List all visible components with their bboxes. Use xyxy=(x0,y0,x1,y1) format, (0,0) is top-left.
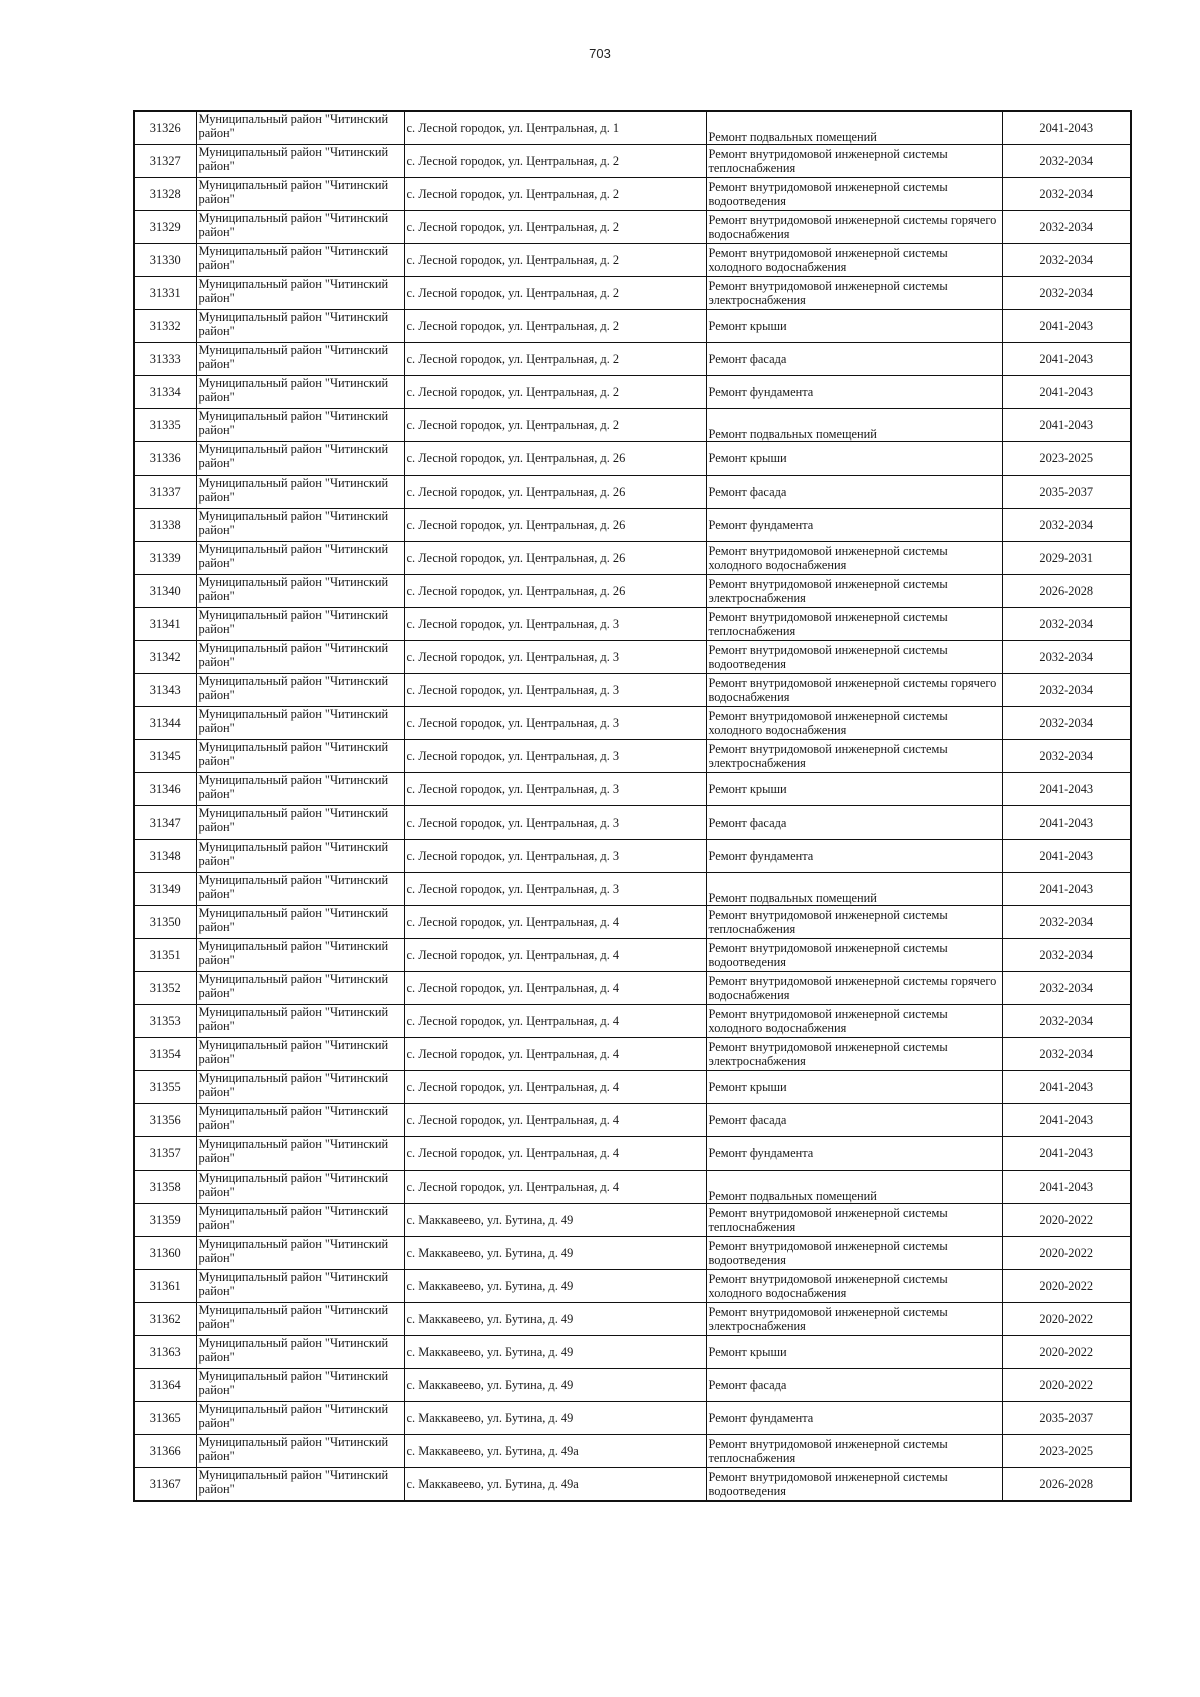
address-cell: с. Маккавеево, ул. Бутина, д. 49 xyxy=(404,1269,706,1302)
row-number-cell: 31338 xyxy=(134,508,196,541)
address-cell: с. Маккавеево, ул. Бутина, д. 49 xyxy=(404,1236,706,1269)
address-cell: с. Лесной городок, ул. Центральная, д. 2 xyxy=(404,243,706,276)
row-number-cell: 31352 xyxy=(134,971,196,1004)
municipality-cell: Муниципальный район "Читинский район" xyxy=(196,276,404,309)
period-cell: 2032-2034 xyxy=(1002,641,1131,674)
period-cell: 2020-2022 xyxy=(1002,1369,1131,1402)
period-cell: 2032-2034 xyxy=(1002,276,1131,309)
work-type-cell: Ремонт внутридомовой инженерной системы водоотведения xyxy=(706,1468,1002,1501)
table-row xyxy=(134,1104,1131,1137)
municipality-cell: Муниципальный район "Читинский район" xyxy=(196,773,404,806)
row-number-cell: 31367 xyxy=(134,1468,196,1501)
work-type-cell: Ремонт внутридомовой инженерной системы теплоснабжения xyxy=(706,1203,1002,1236)
row-number-cell: 31328 xyxy=(134,177,196,210)
work-type-cell: Ремонт внутридомовой инженерной системы электроснабжения xyxy=(706,1302,1002,1335)
municipality-cell: Муниципальный район "Читинский район" xyxy=(196,740,404,773)
table-row xyxy=(134,144,1131,177)
row-number-cell: 31364 xyxy=(134,1369,196,1402)
address-cell: с. Лесной городок, ул. Центральная, д. 4 xyxy=(404,1005,706,1038)
period-cell: 2032-2034 xyxy=(1002,707,1131,740)
work-type-cell: Ремонт фундамента xyxy=(706,839,1002,872)
period-cell: 2020-2022 xyxy=(1002,1203,1131,1236)
address-cell: с. Лесной городок, ул. Центральная, д. 3 xyxy=(404,607,706,640)
municipality-cell: Муниципальный район "Читинский район" xyxy=(196,938,404,971)
work-type-cell: Ремонт внутридомовой инженерной системы водоотведения xyxy=(706,938,1002,971)
address-cell: с. Лесной городок, ул. Центральная, д. 3 xyxy=(404,806,706,839)
period-cell: 2032-2034 xyxy=(1002,905,1131,938)
table-row xyxy=(134,111,1131,144)
period-cell: 2020-2022 xyxy=(1002,1236,1131,1269)
table-row xyxy=(134,541,1131,574)
table-row xyxy=(134,839,1131,872)
table-row xyxy=(134,707,1131,740)
table-row xyxy=(134,1435,1131,1468)
table-row xyxy=(134,475,1131,508)
row-number-cell: 31345 xyxy=(134,740,196,773)
municipality-cell: Муниципальный район "Читинский район" xyxy=(196,574,404,607)
municipality-cell: Муниципальный район "Читинский район" xyxy=(196,1005,404,1038)
period-cell: 2041-2043 xyxy=(1002,839,1131,872)
work-type-cell: Ремонт внутридомовой инженерной системы водоотведения xyxy=(706,641,1002,674)
row-number-cell: 31351 xyxy=(134,938,196,971)
address-cell: с. Лесной городок, ул. Центральная, д. 3 xyxy=(404,707,706,740)
table-row xyxy=(134,1402,1131,1435)
period-cell: 2023-2025 xyxy=(1002,1435,1131,1468)
table-row xyxy=(134,409,1131,442)
address-cell: с. Маккавеево, ул. Бутина, д. 49 xyxy=(404,1369,706,1402)
row-number-cell: 31337 xyxy=(134,475,196,508)
row-number-cell: 31356 xyxy=(134,1104,196,1137)
work-type-cell: Ремонт внутридомовой инженерной системы электроснабжения xyxy=(706,574,1002,607)
municipality-cell: Муниципальный район "Читинский район" xyxy=(196,1402,404,1435)
municipality-cell: Муниципальный район "Читинский район" xyxy=(196,641,404,674)
period-cell: 2041-2043 xyxy=(1002,111,1131,144)
period-cell: 2041-2043 xyxy=(1002,1104,1131,1137)
table-row xyxy=(134,905,1131,938)
table-row xyxy=(134,740,1131,773)
municipality-cell: Муниципальный район "Читинский район" xyxy=(196,343,404,376)
period-cell: 2032-2034 xyxy=(1002,938,1131,971)
address-cell: с. Лесной городок, ул. Центральная, д. 4 xyxy=(404,1137,706,1170)
address-cell: с. Маккавеево, ул. Бутина, д. 49 xyxy=(404,1302,706,1335)
period-cell: 2035-2037 xyxy=(1002,475,1131,508)
address-cell: с. Лесной городок, ул. Центральная, д. 2 xyxy=(404,343,706,376)
table-row xyxy=(134,641,1131,674)
period-cell: 2020-2022 xyxy=(1002,1269,1131,1302)
row-number-cell: 31362 xyxy=(134,1302,196,1335)
work-type-cell: Ремонт внутридомовой инженерной системы холодного водоснабжения xyxy=(706,1005,1002,1038)
address-cell: с. Маккавеево, ул. Бутина, д. 49 xyxy=(404,1402,706,1435)
table-row xyxy=(134,210,1131,243)
municipality-cell: Муниципальный район "Читинский район" xyxy=(196,210,404,243)
address-cell: с. Лесной городок, ул. Центральная, д. 3 xyxy=(404,839,706,872)
work-type-cell: Ремонт внутридомовой инженерной системы теплоснабжения xyxy=(706,144,1002,177)
row-number-cell: 31333 xyxy=(134,343,196,376)
work-type-cell: Ремонт внутридомовой инженерной системы электроснабжения xyxy=(706,1038,1002,1071)
municipality-cell: Муниципальный район "Читинский район" xyxy=(196,111,404,144)
period-cell: 2041-2043 xyxy=(1002,806,1131,839)
municipality-cell: Муниципальный район "Читинский район" xyxy=(196,872,404,905)
work-type-cell: Ремонт внутридомовой инженерной системы холодного водоснабжения xyxy=(706,707,1002,740)
address-cell: с. Маккавеево, ул. Бутина, д. 49а xyxy=(404,1468,706,1501)
work-type-cell: Ремонт внутридомовой инженерной системы холодного водоснабжения xyxy=(706,243,1002,276)
period-cell: 2041-2043 xyxy=(1002,310,1131,343)
address-cell: с. Лесной городок, ул. Центральная, д. 1 xyxy=(404,111,706,144)
address-cell: с. Лесной городок, ул. Центральная, д. 4 xyxy=(404,1038,706,1071)
address-cell: с. Лесной городок, ул. Центральная, д. 4 xyxy=(404,1071,706,1104)
table-row xyxy=(134,442,1131,475)
table-row xyxy=(134,1005,1131,1038)
row-number-cell: 31365 xyxy=(134,1402,196,1435)
table-row xyxy=(134,872,1131,905)
municipality-cell: Муниципальный район "Читинский район" xyxy=(196,674,404,707)
address-cell: с. Лесной городок, ул. Центральная, д. 2 xyxy=(404,276,706,309)
table-row xyxy=(134,806,1131,839)
municipality-cell: Муниципальный район "Читинский район" xyxy=(196,442,404,475)
municipality-cell: Муниципальный район "Читинский район" xyxy=(196,607,404,640)
table-row xyxy=(134,177,1131,210)
work-type-cell: Ремонт подвальных помещений xyxy=(706,872,1002,905)
work-type-cell: Ремонт фасада xyxy=(706,1104,1002,1137)
table-row xyxy=(134,607,1131,640)
row-number-cell: 31327 xyxy=(134,144,196,177)
municipality-cell: Муниципальный район "Читинский район" xyxy=(196,1269,404,1302)
period-cell: 2029-2031 xyxy=(1002,541,1131,574)
period-cell: 2032-2034 xyxy=(1002,508,1131,541)
table-row xyxy=(134,971,1131,1004)
address-cell: с. Лесной городок, ул. Центральная, д. 3 xyxy=(404,641,706,674)
work-type-cell: Ремонт крыши xyxy=(706,310,1002,343)
row-number-cell: 31350 xyxy=(134,905,196,938)
row-number-cell: 31340 xyxy=(134,574,196,607)
work-type-cell: Ремонт фундамента xyxy=(706,1137,1002,1170)
period-cell: 2020-2022 xyxy=(1002,1302,1131,1335)
table-row xyxy=(134,1071,1131,1104)
work-type-cell: Ремонт внутридомовой инженерной системы водоотведения xyxy=(706,1236,1002,1269)
row-number-cell: 31341 xyxy=(134,607,196,640)
period-cell: 2041-2043 xyxy=(1002,409,1131,442)
table-body xyxy=(134,111,1131,1501)
address-cell: с. Лесной городок, ул. Центральная, д. 4 xyxy=(404,1170,706,1203)
address-cell: с. Маккавеево, ул. Бутина, д. 49а xyxy=(404,1435,706,1468)
work-type-cell: Ремонт крыши xyxy=(706,1335,1002,1368)
work-type-cell: Ремонт внутридомовой инженерной системы теплоснабжения xyxy=(706,905,1002,938)
work-type-cell: Ремонт внутридомовой инженерной системы горячего водоснабжения xyxy=(706,674,1002,707)
municipality-cell: Муниципальный район "Читинский район" xyxy=(196,1104,404,1137)
municipality-cell: Муниципальный район "Читинский район" xyxy=(196,1369,404,1402)
municipality-cell: Муниципальный район "Читинский район" xyxy=(196,806,404,839)
address-cell: с. Лесной городок, ул. Центральная, д. 2 xyxy=(404,409,706,442)
address-cell: с. Лесной городок, ул. Центральная, д. 4 xyxy=(404,905,706,938)
work-type-cell: Ремонт фундамента xyxy=(706,376,1002,409)
row-number-cell: 31358 xyxy=(134,1170,196,1203)
period-cell: 2032-2034 xyxy=(1002,971,1131,1004)
row-number-cell: 31330 xyxy=(134,243,196,276)
work-type-cell: Ремонт подвальных помещений xyxy=(706,111,1002,144)
table-row xyxy=(134,376,1131,409)
work-type-cell: Ремонт внутридомовой инженерной системы электроснабжения xyxy=(706,740,1002,773)
municipality-cell: Муниципальный район "Читинский район" xyxy=(196,144,404,177)
work-type-cell: Ремонт фундамента xyxy=(706,1402,1002,1435)
municipality-cell: Муниципальный район "Читинский район" xyxy=(196,1468,404,1501)
row-number-cell: 31363 xyxy=(134,1335,196,1368)
work-type-cell: Ремонт внутридомовой инженерной системы водоотведения xyxy=(706,177,1002,210)
table-row xyxy=(134,1038,1131,1071)
address-cell: с. Лесной городок, ул. Центральная, д. 4 xyxy=(404,938,706,971)
period-cell: 2023-2025 xyxy=(1002,442,1131,475)
table-row xyxy=(134,310,1131,343)
address-cell: с. Лесной городок, ул. Центральная, д. 2 xyxy=(404,177,706,210)
address-cell: с. Лесной городок, ул. Центральная, д. 2 xyxy=(404,210,706,243)
municipality-cell: Муниципальный район "Читинский район" xyxy=(196,1335,404,1368)
table-row xyxy=(134,773,1131,806)
municipality-cell: Муниципальный район "Читинский район" xyxy=(196,475,404,508)
table-row xyxy=(134,1468,1131,1501)
table-row xyxy=(134,938,1131,971)
address-cell: с. Лесной городок, ул. Центральная, д. 26 xyxy=(404,475,706,508)
municipality-cell: Муниципальный район "Читинский район" xyxy=(196,177,404,210)
municipality-cell: Муниципальный район "Читинский район" xyxy=(196,1137,404,1170)
work-type-cell: Ремонт крыши xyxy=(706,773,1002,806)
table-row xyxy=(134,1236,1131,1269)
address-cell: с. Маккавеево, ул. Бутина, д. 49 xyxy=(404,1335,706,1368)
work-type-cell: Ремонт внутридомовой инженерной системы теплоснабжения xyxy=(706,607,1002,640)
row-number-cell: 31348 xyxy=(134,839,196,872)
address-cell: с. Лесной городок, ул. Центральная, д. 26 xyxy=(404,508,706,541)
period-cell: 2041-2043 xyxy=(1002,1071,1131,1104)
address-cell: с. Лесной городок, ул. Центральная, д. 2 xyxy=(404,376,706,409)
row-number-cell: 31335 xyxy=(134,409,196,442)
row-number-cell: 31353 xyxy=(134,1005,196,1038)
capital-repair-table xyxy=(133,110,1132,1502)
period-cell: 2041-2043 xyxy=(1002,1137,1131,1170)
period-cell: 2026-2028 xyxy=(1002,1468,1131,1501)
row-number-cell: 31326 xyxy=(134,111,196,144)
period-cell: 2032-2034 xyxy=(1002,607,1131,640)
row-number-cell: 31343 xyxy=(134,674,196,707)
table-row xyxy=(134,508,1131,541)
period-cell: 2041-2043 xyxy=(1002,872,1131,905)
table-row xyxy=(134,343,1131,376)
row-number-cell: 31347 xyxy=(134,806,196,839)
municipality-cell: Муниципальный район "Читинский район" xyxy=(196,1203,404,1236)
work-type-cell: Ремонт фасада xyxy=(706,475,1002,508)
period-cell: 2041-2043 xyxy=(1002,376,1131,409)
table-row xyxy=(134,1203,1131,1236)
municipality-cell: Муниципальный район "Читинский район" xyxy=(196,707,404,740)
row-number-cell: 31361 xyxy=(134,1269,196,1302)
address-cell: с. Лесной городок, ул. Центральная, д. 4 xyxy=(404,1104,706,1137)
work-type-cell: Ремонт внутридомовой инженерной системы теплоснабжения xyxy=(706,1435,1002,1468)
municipality-cell: Муниципальный район "Читинский район" xyxy=(196,1302,404,1335)
municipality-cell: Муниципальный район "Читинский район" xyxy=(196,839,404,872)
municipality-cell: Муниципальный район "Читинский район" xyxy=(196,310,404,343)
municipality-cell: Муниципальный район "Читинский район" xyxy=(196,243,404,276)
period-cell: 2026-2028 xyxy=(1002,574,1131,607)
row-number-cell: 31360 xyxy=(134,1236,196,1269)
period-cell: 2041-2043 xyxy=(1002,1170,1131,1203)
table-row xyxy=(134,1335,1131,1368)
row-number-cell: 31357 xyxy=(134,1137,196,1170)
municipality-cell: Муниципальный район "Читинский район" xyxy=(196,376,404,409)
municipality-cell: Муниципальный район "Читинский район" xyxy=(196,508,404,541)
table-row xyxy=(134,1137,1131,1170)
table-row xyxy=(134,276,1131,309)
row-number-cell: 31339 xyxy=(134,541,196,574)
address-cell: с. Лесной городок, ул. Центральная, д. 3 xyxy=(404,674,706,707)
municipality-cell: Муниципальный район "Читинский район" xyxy=(196,905,404,938)
table-row xyxy=(134,1369,1131,1402)
address-cell: с. Лесной городок, ул. Центральная, д. 2 xyxy=(404,144,706,177)
work-type-cell: Ремонт фасада xyxy=(706,1369,1002,1402)
work-type-cell: Ремонт внутридомовой инженерной системы холодного водоснабжения xyxy=(706,1269,1002,1302)
period-cell: 2032-2034 xyxy=(1002,1005,1131,1038)
work-type-cell: Ремонт внутридомовой инженерной системы горячего водоснабжения xyxy=(706,210,1002,243)
work-type-cell: Ремонт внутридомовой инженерной системы холодного водоснабжения xyxy=(706,541,1002,574)
address-cell: с. Лесной городок, ул. Центральная, д. 3 xyxy=(404,740,706,773)
table-row xyxy=(134,1302,1131,1335)
row-number-cell: 31359 xyxy=(134,1203,196,1236)
work-type-cell: Ремонт крыши xyxy=(706,442,1002,475)
address-cell: с. Лесной городок, ул. Центральная, д. 26 xyxy=(404,541,706,574)
municipality-cell: Муниципальный район "Читинский район" xyxy=(196,541,404,574)
address-cell: с. Лесной городок, ул. Центральная, д. 4 xyxy=(404,971,706,1004)
row-number-cell: 31355 xyxy=(134,1071,196,1104)
work-type-cell: Ремонт подвальных помещений xyxy=(706,1170,1002,1203)
row-number-cell: 31332 xyxy=(134,310,196,343)
work-type-cell: Ремонт фасада xyxy=(706,806,1002,839)
period-cell: 2032-2034 xyxy=(1002,243,1131,276)
table-row xyxy=(134,243,1131,276)
table-row xyxy=(134,674,1131,707)
work-type-cell: Ремонт фасада xyxy=(706,343,1002,376)
address-cell: с. Маккавеево, ул. Бутина, д. 49 xyxy=(404,1203,706,1236)
address-cell: с. Лесной городок, ул. Центральная, д. 2 xyxy=(404,310,706,343)
row-number-cell: 31336 xyxy=(134,442,196,475)
table-row xyxy=(134,1269,1131,1302)
work-type-cell: Ремонт подвальных помещений xyxy=(706,409,1002,442)
municipality-cell: Муниципальный район "Читинский район" xyxy=(196,409,404,442)
row-number-cell: 31334 xyxy=(134,376,196,409)
municipality-cell: Муниципальный район "Читинский район" xyxy=(196,1236,404,1269)
row-number-cell: 31349 xyxy=(134,872,196,905)
table-row xyxy=(134,1170,1131,1203)
period-cell: 2020-2022 xyxy=(1002,1335,1131,1368)
municipality-cell: Муниципальный район "Читинский район" xyxy=(196,971,404,1004)
address-cell: с. Лесной городок, ул. Центральная, д. 3 xyxy=(404,872,706,905)
row-number-cell: 31344 xyxy=(134,707,196,740)
municipality-cell: Муниципальный район "Читинский район" xyxy=(196,1170,404,1203)
row-number-cell: 31346 xyxy=(134,773,196,806)
row-number-cell: 31354 xyxy=(134,1038,196,1071)
row-number-cell: 31331 xyxy=(134,276,196,309)
municipality-cell: Муниципальный район "Читинский район" xyxy=(196,1038,404,1071)
period-cell: 2035-2037 xyxy=(1002,1402,1131,1435)
period-cell: 2032-2034 xyxy=(1002,740,1131,773)
page-number: 703 xyxy=(589,46,611,61)
period-cell: 2032-2034 xyxy=(1002,177,1131,210)
address-cell: с. Лесной городок, ул. Центральная, д. 26 xyxy=(404,442,706,475)
work-type-cell: Ремонт внутридомовой инженерной системы горячего водоснабжения xyxy=(706,971,1002,1004)
work-type-cell: Ремонт крыши xyxy=(706,1071,1002,1104)
period-cell: 2041-2043 xyxy=(1002,773,1131,806)
table-row xyxy=(134,574,1131,607)
work-type-cell: Ремонт внутридомовой инженерной системы электроснабжения xyxy=(706,276,1002,309)
period-cell: 2032-2034 xyxy=(1002,210,1131,243)
period-cell: 2041-2043 xyxy=(1002,343,1131,376)
address-cell: с. Лесной городок, ул. Центральная, д. 3 xyxy=(404,773,706,806)
work-type-cell: Ремонт фундамента xyxy=(706,508,1002,541)
municipality-cell: Муниципальный район "Читинский район" xyxy=(196,1071,404,1104)
row-number-cell: 31366 xyxy=(134,1435,196,1468)
row-number-cell: 31342 xyxy=(134,641,196,674)
municipality-cell: Муниципальный район "Читинский район" xyxy=(196,1435,404,1468)
row-number-cell: 31329 xyxy=(134,210,196,243)
period-cell: 2032-2034 xyxy=(1002,674,1131,707)
period-cell: 2032-2034 xyxy=(1002,1038,1131,1071)
period-cell: 2032-2034 xyxy=(1002,144,1131,177)
address-cell: с. Лесной городок, ул. Центральная, д. 26 xyxy=(404,574,706,607)
